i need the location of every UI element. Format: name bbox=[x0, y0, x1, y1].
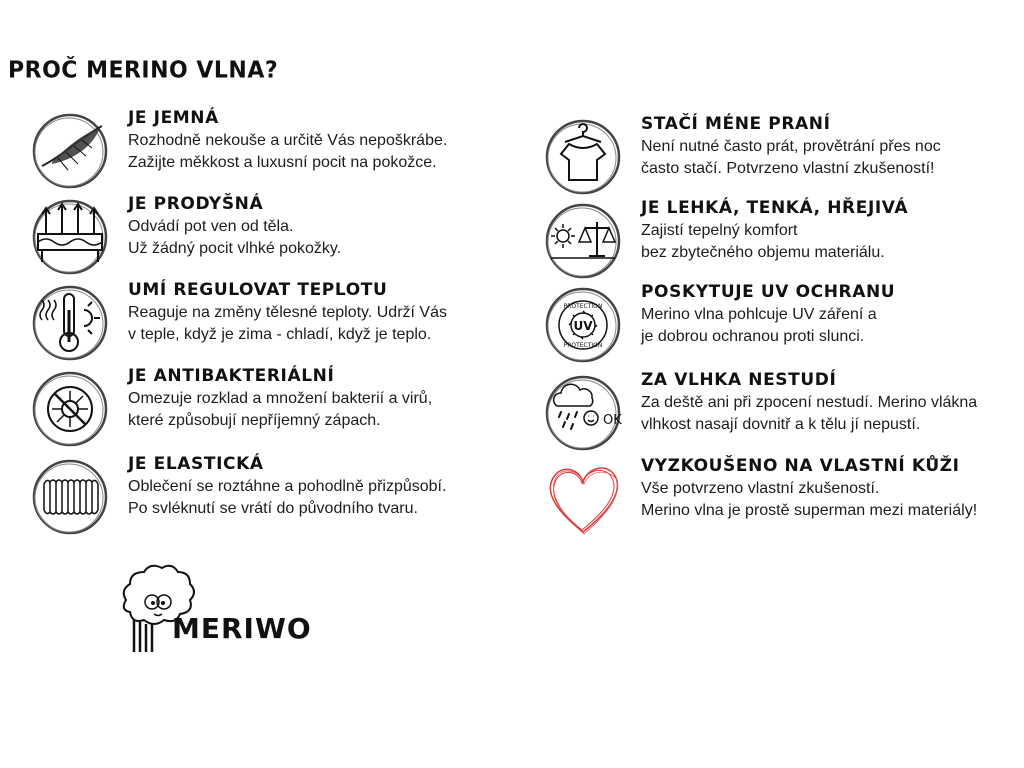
feature-heading: POSKYTUJE UV OCHRANU bbox=[641, 282, 896, 302]
feature-text-1: Reaguje na změny tělesné teploty. Udrží Vás bbox=[128, 304, 447, 321]
feature-heading: JE PRODYŠNÁ bbox=[128, 194, 264, 214]
feature-text-2: Už žádný pocit vlhké pokožky. bbox=[128, 240, 342, 257]
uv-protection-icon bbox=[535, 282, 631, 368]
feature-text-1: Merino vlna pohlcuje UV záření a bbox=[641, 306, 877, 323]
breathable-fabric-icon bbox=[22, 194, 118, 280]
feature-text-1: Za deště ani při zpocení nestudí. Merino vlákna bbox=[641, 394, 978, 411]
feature-text-2: které způsobují nepříjemný zápach. bbox=[128, 412, 381, 429]
feature-text-2: vlhkost nasají dovnitř a k tělu jí nepustí. bbox=[641, 416, 921, 433]
sheep-logo-icon bbox=[116, 560, 236, 660]
feature-text-1: Odvádí pot ven od těla. bbox=[128, 218, 294, 235]
ok-badge-text: OK bbox=[603, 413, 622, 428]
feature-text-1: Oblečení se roztáhne a pohodlně přizpůsobí. bbox=[128, 478, 447, 495]
heart-icon bbox=[535, 456, 631, 542]
feature-elastic bbox=[22, 454, 447, 540]
feature-text-1: Není nutné často prát, provětrání přes noc bbox=[641, 138, 941, 155]
feather-icon bbox=[22, 108, 118, 194]
feature-heading: JE LEHKÁ, TENKÁ, HŘEJIVÁ bbox=[641, 198, 909, 218]
feature-text-2: Po svléknutí se vrátí do původního tvaru. bbox=[128, 500, 418, 517]
feature-text-2: je dobrou ochranou proti slunci. bbox=[641, 328, 865, 345]
uv-badge-text: UV bbox=[573, 319, 593, 333]
feature-text-2: Merino vlna je prostě superman mezi materiály! bbox=[641, 502, 978, 519]
feature-light-warm bbox=[535, 198, 955, 284]
feature-heading: UMÍ REGULOVAT TEPLOTU bbox=[128, 280, 388, 300]
feature-text-1: Rozhodně nekouše a určitě Vás nepoškrábe. bbox=[128, 132, 448, 149]
feature-less-washing bbox=[535, 114, 955, 200]
feature-tested bbox=[535, 456, 978, 542]
rain-cloud-ok-icon bbox=[535, 370, 631, 456]
feature-text-2: bez zbytečného objemu materiálu. bbox=[641, 244, 885, 261]
feature-heading: JE ELASTICKÁ bbox=[128, 454, 264, 474]
tshirt-hanger-icon bbox=[535, 114, 631, 200]
feature-text-2: Zažijte měkkost a luxusní pocit na pokožce. bbox=[128, 154, 437, 171]
spring-elastic-icon bbox=[22, 454, 118, 540]
feature-breathable bbox=[22, 194, 442, 280]
uv-badge-bottom: PROTECTION bbox=[563, 342, 603, 349]
feature-temperature bbox=[22, 280, 447, 366]
feature-heading: STAČÍ MÉNE PRANÍ bbox=[641, 114, 831, 134]
uv-badge-top: PROTECTION bbox=[563, 303, 603, 310]
feature-text-1: Vše potvrzeno vlastní zkušeností. bbox=[641, 480, 880, 497]
feature-soft bbox=[22, 108, 448, 194]
feature-text-2: v teple, když je zima - chladí, když je teplo. bbox=[128, 326, 432, 343]
antibacterial-icon bbox=[22, 366, 118, 452]
feature-heading: VYZKOUŠENO NA VLASTNÍ KŮŽI bbox=[641, 456, 960, 476]
feature-heading: JE ANTIBAKTERIÁLNÍ bbox=[128, 366, 335, 386]
feature-heading: ZA VLHKA NESTUDÍ bbox=[641, 370, 837, 390]
feature-heading: JE JEMNÁ bbox=[128, 108, 219, 128]
sun-scale-icon bbox=[535, 198, 631, 284]
page-title: PROČ MERINO VLNA? bbox=[8, 57, 279, 84]
logo-wordmark: MERIWO bbox=[172, 612, 312, 645]
thermometer-icon bbox=[22, 280, 118, 366]
brand-logo bbox=[116, 560, 312, 660]
feature-text-1: Zajistí tepelný komfort bbox=[641, 222, 798, 239]
feature-wet-warm bbox=[535, 370, 978, 456]
feature-text-2: často stačí. Potvrzeno vlastní zkušeností! bbox=[641, 160, 935, 177]
feature-antibacterial bbox=[22, 366, 442, 452]
feature-text-1: Omezuje rozklad a množení bakterií a virů, bbox=[128, 390, 433, 407]
feature-uv bbox=[535, 282, 955, 368]
